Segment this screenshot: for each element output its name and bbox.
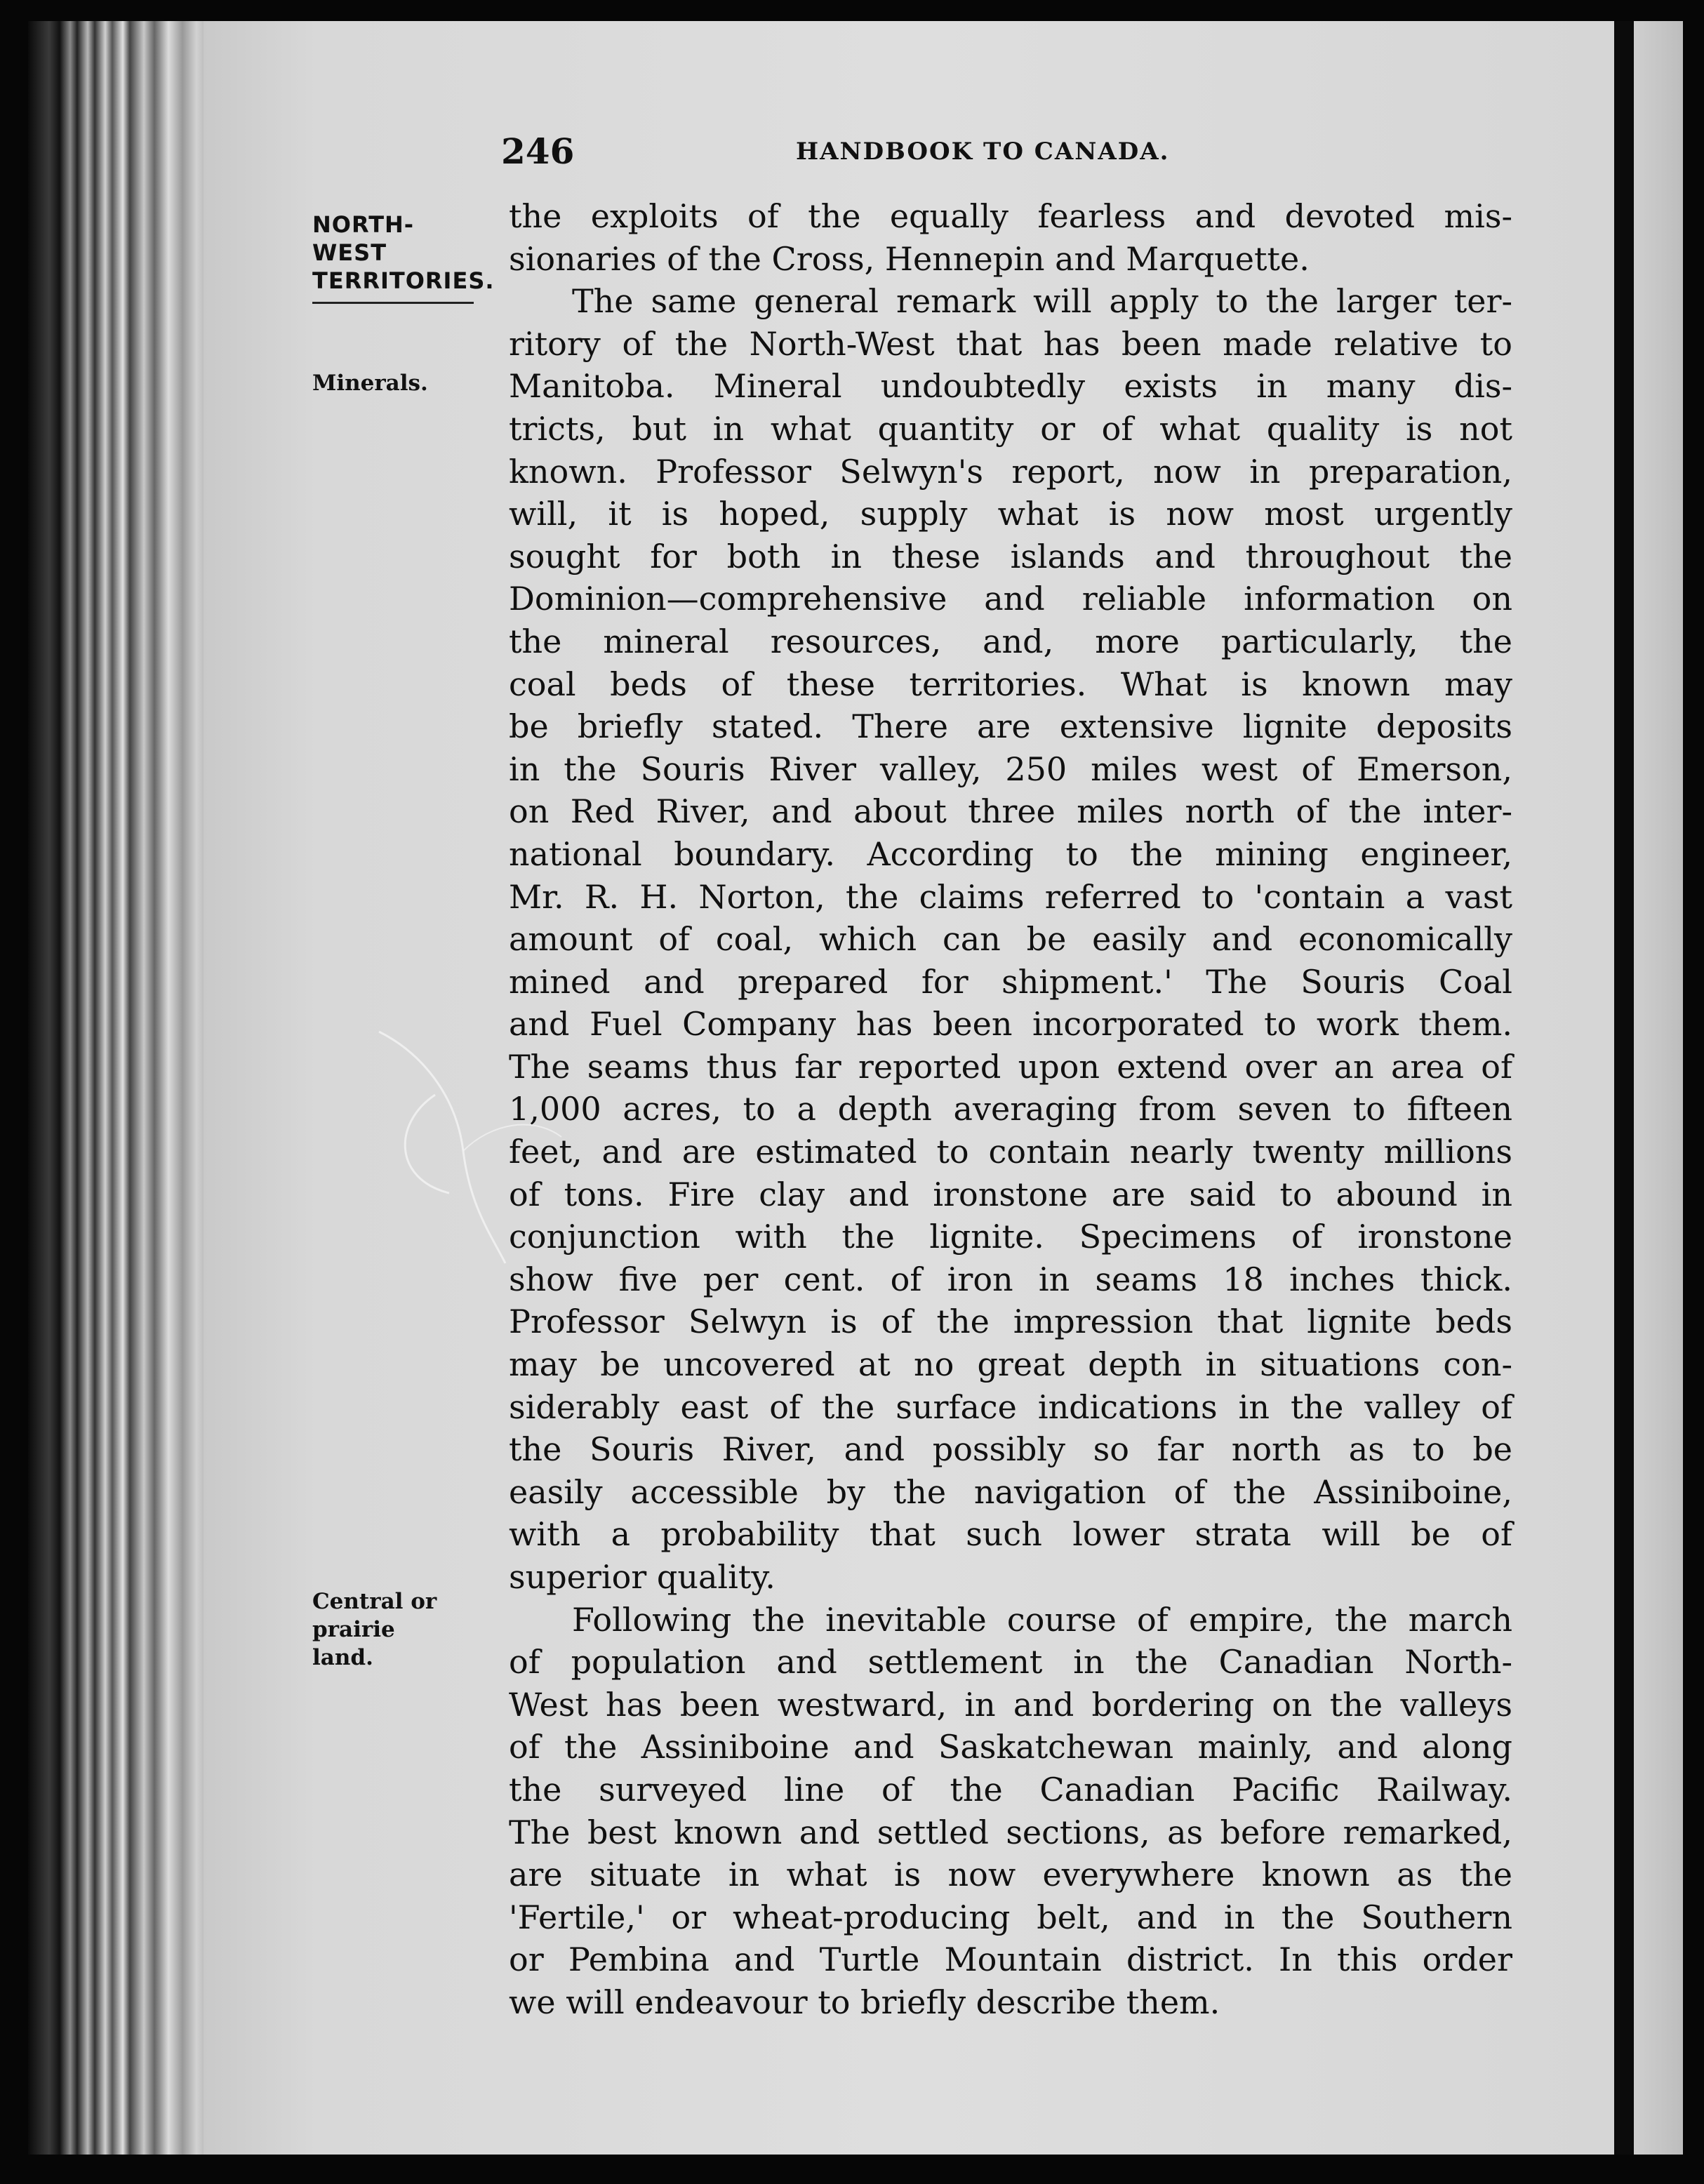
text-line: on Red River, and about three miles north of the inter- bbox=[509, 792, 1512, 831]
section-sidenote-line: NORTH-WEST bbox=[312, 211, 415, 266]
text-line: or Pembina and Turtle Mountain district. In this order bbox=[509, 1940, 1512, 1979]
text-line: Mr. R. H. Norton, the claims referred to 'contain a vast bbox=[509, 877, 1512, 916]
text-line: the exploits of the equally fearless and devoted mis- bbox=[509, 197, 1512, 235]
central-sidenote-line: land. bbox=[312, 1645, 373, 1670]
text-line: are situate in what is now everywhere known as the bbox=[509, 1856, 1512, 1894]
text-line: West has been westward, in and bordering on the valleys bbox=[509, 1685, 1512, 1724]
text-line: siderably east of the surface indications in the valley of bbox=[509, 1387, 1512, 1426]
text-line: sionaries of the Cross, Hennepin and Marquette. bbox=[509, 239, 1310, 278]
text-line: we will endeavour to briefly describe them. bbox=[509, 1983, 1220, 2021]
text-line: in the Souris River valley, 250 miles west of Emerson, bbox=[509, 750, 1512, 788]
text-line: mined and prepared for shipment.' The Souris Coal bbox=[509, 962, 1512, 1001]
text-line: the surveyed line of the Canadian Pacific Railway. bbox=[509, 1770, 1512, 1809]
text-line: conjunction with the lignite. Specimens of ironstone bbox=[509, 1218, 1512, 1256]
text-line: show five per cent. of iron in seams 18 inches thick. bbox=[509, 1260, 1512, 1298]
text-line: 'Fertile,' or wheat-producing belt, and in the Southern bbox=[509, 1898, 1512, 1936]
text-line: sought for both in these islands and throughout the bbox=[509, 537, 1512, 575]
text-line: Manitoba. Mineral undoubtedly exists in many dis- bbox=[509, 367, 1512, 406]
text-line: The same general remark will apply to the larger ter- bbox=[572, 282, 1512, 321]
text-line: national boundary. According to the mining engineer, bbox=[509, 834, 1512, 873]
text-line: be briefly stated. There are extensive lignite deposits bbox=[509, 707, 1512, 746]
text-line: The best known and settled sections, as before remarked, bbox=[509, 1813, 1512, 1851]
text-line: known. Professor Selwyn's report, now in preparation, bbox=[509, 452, 1512, 491]
text-line: ritory of the North-West that has been made relative to bbox=[509, 324, 1512, 363]
text-line: feet, and are estimated to contain nearly twenty millions bbox=[509, 1133, 1512, 1171]
section-sidenote bbox=[312, 211, 495, 304]
page-number: 246 bbox=[501, 131, 575, 172]
text-line: The seams thus far reported upon extend over an area of bbox=[509, 1047, 1512, 1086]
text-line: Dominion—comprehensive and reliable information on bbox=[509, 580, 1512, 618]
text-line: of tons. Fire clay and ironstone are said to abound in bbox=[509, 1175, 1512, 1213]
central-prairie-sidenote bbox=[312, 1587, 474, 1672]
text-line: amount of coal, which can be easily and economically bbox=[509, 920, 1512, 959]
text-line: tricts, but in what quantity or of what quality is not bbox=[509, 409, 1512, 448]
text-line: Following the inevitable course of empire, the march bbox=[572, 1600, 1512, 1639]
central-sidenote-line: Central or bbox=[312, 1589, 437, 1614]
section-sidenote-line: TERRITORIES. bbox=[312, 267, 495, 294]
text-line: Professor Selwyn is of the impression that lignite beds bbox=[509, 1303, 1512, 1341]
minerals-sidenote: Minerals. bbox=[312, 371, 428, 396]
text-line: and Fuel Company has been incorporated to work them. bbox=[509, 1005, 1512, 1044]
text-line: the mineral resources, and, more particularly, the bbox=[509, 622, 1512, 660]
text-line: may be uncovered at no great depth in situations con- bbox=[509, 1345, 1512, 1384]
text-line: easily accessible by the navigation of the Assiniboine, bbox=[509, 1472, 1512, 1511]
text-line: the Souris River, and possibly so far north as to be bbox=[509, 1430, 1512, 1469]
running-title: HANDBOOK TO CANADA. bbox=[796, 138, 1170, 166]
text-line: of the Assiniboine and Saskatchewan mainly, and along bbox=[509, 1728, 1512, 1766]
sidenote-rule bbox=[312, 302, 474, 304]
text-line: of population and settlement in the Canadian North- bbox=[509, 1643, 1512, 1682]
text-line: 1,000 acres, to a depth averaging from seven to fifteen bbox=[509, 1090, 1512, 1128]
text-line: with a probability that such lower strata will be of bbox=[509, 1515, 1512, 1554]
text-line: coal beds of these territories. What is known may bbox=[509, 665, 1512, 703]
body-text bbox=[509, 195, 1512, 2024]
text-line: superior quality. bbox=[509, 1558, 776, 1596]
running-head bbox=[501, 131, 1512, 173]
central-sidenote-line: prairie bbox=[312, 1617, 395, 1642]
text-line: will, it is hoped, supply what is now most urgently bbox=[509, 495, 1512, 533]
